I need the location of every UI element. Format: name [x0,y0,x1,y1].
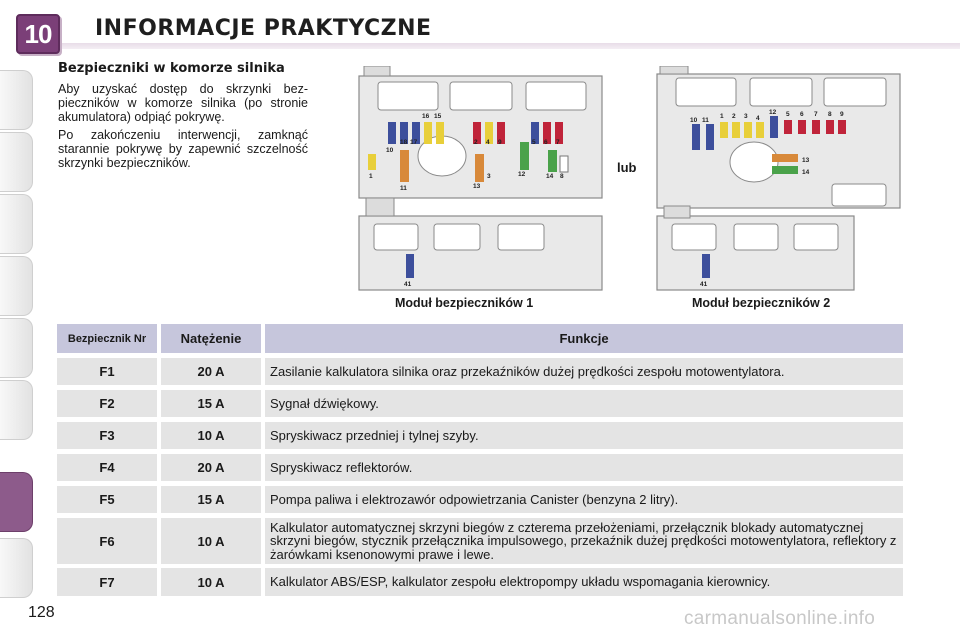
intro-paragraph-1: Aby uzyskać dostęp do skrzynki bez-pieczników w komorze silnika (po stronie akumulatora) odpiąć pokrywę. [58,82,308,124]
intro-section [58,62,308,174]
module-1-label: Moduł bezpieczników 1 [395,296,534,310]
fuse-blue [406,254,414,278]
chapter-tab[interactable] [0,256,33,316]
fuse-spare [560,156,568,172]
fuse-blue [388,122,396,144]
page-title: INFORMACJE PRAKTYCZNE [95,16,432,41]
fuse-red [826,120,834,134]
fuse-function: Pompa paliwa i elektrozawór odpowietrzania Canister (benzyna 2 litry). [265,486,903,513]
fuse-yellow [720,122,728,138]
module-2-label: Moduł bezpieczników 2 [692,296,831,310]
fuse-amperage: 10 A [161,568,261,596]
svg-text:9: 9 [840,111,844,118]
svg-text:15: 15 [434,113,442,120]
chapter-tab[interactable] [0,538,33,598]
fuse-orange [475,154,484,182]
svg-text:18: 18 [400,139,408,146]
table-row [57,390,903,417]
fuse-yellow [732,122,740,138]
fuse-yellow [368,154,376,170]
fuse-green [520,142,529,170]
svg-text:10: 10 [690,117,698,124]
svg-text:8: 8 [560,173,564,180]
or-label: lub [617,160,637,175]
fuse-yellow [436,122,444,144]
svg-text:16: 16 [422,113,430,120]
fuse-green [772,166,798,174]
svg-text:1: 1 [720,113,724,120]
chapter-tab[interactable] [0,132,33,192]
table-header-row [57,324,903,353]
fuse-blue [706,124,714,150]
fuse-amperage: 20 A [161,454,261,481]
svg-text:13: 13 [802,157,810,164]
svg-text:8: 8 [828,111,832,118]
table-row [57,358,903,385]
fuse-amperage: 20 A [161,358,261,385]
table-row [57,518,903,564]
fuse-blue [770,116,778,138]
header-underline [60,43,960,49]
fuse-yellow [756,122,764,138]
fuse-blue [692,124,700,150]
fuse-orange [400,150,409,182]
fuse-module-1-diagram [356,66,606,294]
svg-text:41: 41 [404,281,412,288]
fuse-red [784,120,792,134]
column-header: Bezpiecznik Nr [57,324,157,353]
fuse-number: F1 [57,358,157,385]
svg-text:5: 5 [532,139,536,146]
svg-text:14: 14 [802,169,810,176]
svg-text:4: 4 [756,115,760,122]
table-row [57,454,903,481]
table-row [57,422,903,449]
fuse-number: F3 [57,422,157,449]
fuse-amperage: 15 A [161,486,261,513]
watermark: carmanualsonline.info [684,608,876,629]
chapter-tab[interactable] [0,380,33,440]
page-number: 128 [28,604,55,621]
intro-paragraph-2: Po zakończeniu interwencji, zamknąć starannie pokrywę by zapewnić szczelność skrzynki bezpieczników. [58,128,308,170]
svg-text:13: 13 [473,183,481,190]
fuse-yellow [424,122,432,144]
fuse-number: F5 [57,486,157,513]
table-row [57,568,903,596]
svg-text:11: 11 [400,185,407,192]
fuse-function: Spryskiwacz reflektorów. [265,454,903,481]
chapter-tab-active[interactable] [0,472,33,532]
fuse-number: F4 [57,454,157,481]
fuse-function: Zasilanie kalkulatora silnika oraz przekaźników dużej prędkości zespołu motowentylatora. [265,358,903,385]
svg-text:5: 5 [786,111,790,118]
svg-text:3: 3 [487,173,491,180]
fuse-red [798,120,806,134]
fuse-green [548,150,557,172]
fuse-amperage: 10 A [161,422,261,449]
svg-text:12: 12 [769,109,777,116]
fuse-amperage: 15 A [161,390,261,417]
svg-text:4: 4 [486,139,490,146]
header-bar [0,0,960,54]
svg-text:7: 7 [814,111,818,118]
fuse-module-2-diagram [654,66,904,294]
svg-text:7: 7 [556,139,560,146]
svg-text:11: 11 [702,117,709,124]
fuse-red [838,120,846,134]
svg-text:3: 3 [744,113,748,120]
fuse-function: Kalkulator automatycznej skrzyni biegów z czterema przełożeniami, przełącznik blokady automatycznej skrzyni biegów, stycznik przełącznika impulsowego, przekaźnik dużej prędkości motowentylatora, reflektory z żarówkami ksenonowymi prawe i lewe. [265,518,903,564]
svg-text:9: 9 [498,139,502,146]
svg-text:6: 6 [544,139,548,146]
fuse-number: F2 [57,390,157,417]
svg-text:12: 12 [518,171,526,178]
svg-text:17: 17 [410,139,418,146]
fuse-function: Spryskiwacz przedniej i tylnej szyby. [265,422,903,449]
chapter-tab[interactable] [0,318,33,378]
chapter-number: 10 [24,19,52,49]
column-header: Natężenie [161,324,261,353]
svg-text:1: 1 [369,173,373,180]
fuse-orange [772,154,798,162]
svg-text:10: 10 [386,147,394,154]
fuse-red [812,120,820,134]
svg-text:6: 6 [800,111,804,118]
fuse-function: Kalkulator ABS/ESP, kalkulator zespołu elektropompy układu wspomagania kierownicy. [265,568,903,596]
chapter-tab[interactable] [0,70,33,130]
fuse-number: F6 [57,518,157,564]
column-header: Funkcje [265,324,903,353]
svg-text:41: 41 [700,281,708,288]
fuse-number: F7 [57,568,157,596]
fuse-blue [702,254,710,278]
table-row [57,486,903,513]
fuse-yellow [744,122,752,138]
chapter-tab[interactable] [0,194,33,254]
fuse-amperage: 10 A [161,518,261,564]
chapter-badge [16,14,60,54]
fuse-function: Sygnał dźwiękowy. [265,390,903,417]
section-title: Bezpieczniki w komorze silnika [58,61,285,76]
svg-text:2: 2 [474,139,478,146]
svg-text:14: 14 [546,173,554,180]
svg-text:2: 2 [732,113,736,120]
